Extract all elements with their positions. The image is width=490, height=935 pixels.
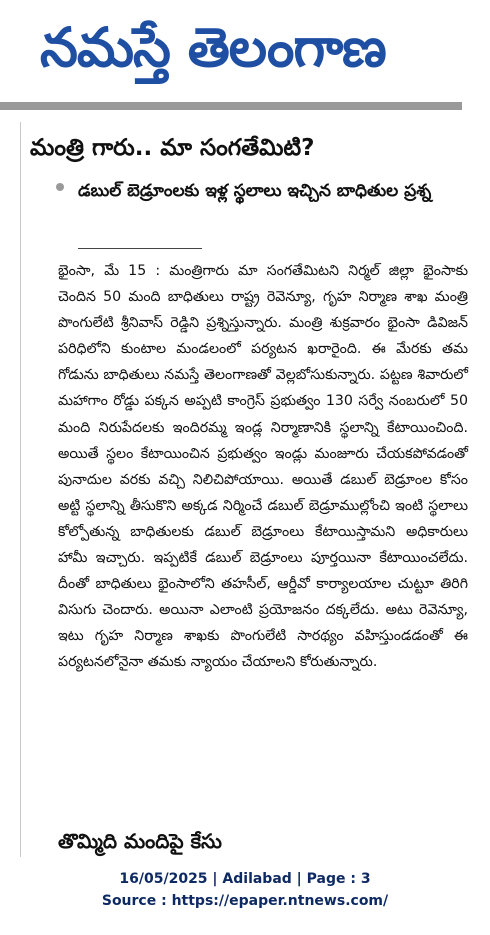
newspaper-logo: నమస్తే తెలంగాణ [40,16,386,79]
masthead [0,0,490,110]
epaper-footer [0,868,490,912]
subheadline-underline [78,248,202,249]
masthead-divider [0,102,462,110]
article-subheadline: డబుల్ బెడ్రూంలకు ఇళ్ల స్థలాలు ఇచ్చిన బాధితుల ప్రశ్న [78,181,432,201]
edition-info: 16/05/2025 | Adilabad | Page : 3 [119,871,371,887]
article-body-text: భైంసా, మే 15 : మంత్రిగారు మా సంగతేమిటని నిర్మల్ జిల్లా భైంసాకు చెందిన 50 మంది బాధితులు రాష్ట్ర రెవెన్యూ, గృహ నిర్మాణ శాఖ మంత్రి పొంగులేటి శ్రీనివాస్ రెడ్డిని ప్రశ్నిస్తున్నారు. మంత్రి శుక్రవారం భైంసా డివిజన్ పరిధిలోని కుంటాల మండలంలో పర్యటన ఖరారైంది. ఈ మేరకు తమ గోడును బాధితులు నమస్తే తెలంగాణతో వెల్లబోసుకున్నారు. పట్టణ శివారులో మహాగాం రోడ్డు పక్కన అప్పటి కాంగ్రెస్ ప్రభుత్వం 130 సర్వే నంబరులో 50 మంది నిరుపేదలకు ఇందిరమ్మ ఇండ్ల నిర్మాణానికి స్థలాన్ని కేటాయించింది. అయితే స్థలం కేటాయించిన ప్రభుత్వం ఇండ్లు మంజూరు చేయకపోవడంతో పునాదుల వరకు వచ్చి నిలిచిపోయాయి. అయితే డబుల్ బెడ్రూంల కోసం అట్టి స్థలాన్ని తీసుకొని అక్కడ నిర్మించే డబుల్ బెడ్రూముల్లోంచి ఇంటి స్థలాలు కోల్పోతున్న బాధితులకు డబుల్ బెడ్రూంలు కేటాయిస్తామని అధికారులు హామీ ఇచ్చారు. ఇప్పటికే డబుల్ బెడ్రూంలు పూర్తయినా కేటాయించలేదు. దీంతో బాధితులు భైంసాలోని తహసీల్, ఆర్డీవో కార్యాలయాల చుట్టూ తిరిగి విసుగు చెందారు. అయినా ఎలాంటి ప్రయోజనం దక్కలేదు. అటు రెవెన్యూ, ఇటు గృహ నిర్మాణ శాఖకు పొంగులేటి సారథ్యం వహిస్తుండడంతో ఈ పర్యటనలోనైనా తమకు న్యాయం చేయాలని కోరుతున్నారు. [58,263,468,671]
source-link[interactable]: Source : https://epaper.ntnews.com/ [101,893,389,909]
article-body [58,258,468,676]
next-article-headline: తొమ్మిది మందిపై కేసు [58,829,222,853]
clipping-border [20,122,21,857]
article-headline: మంత్రి గారు.. మా సంగతేమిటి? [30,135,315,161]
bullet-icon [56,183,64,191]
